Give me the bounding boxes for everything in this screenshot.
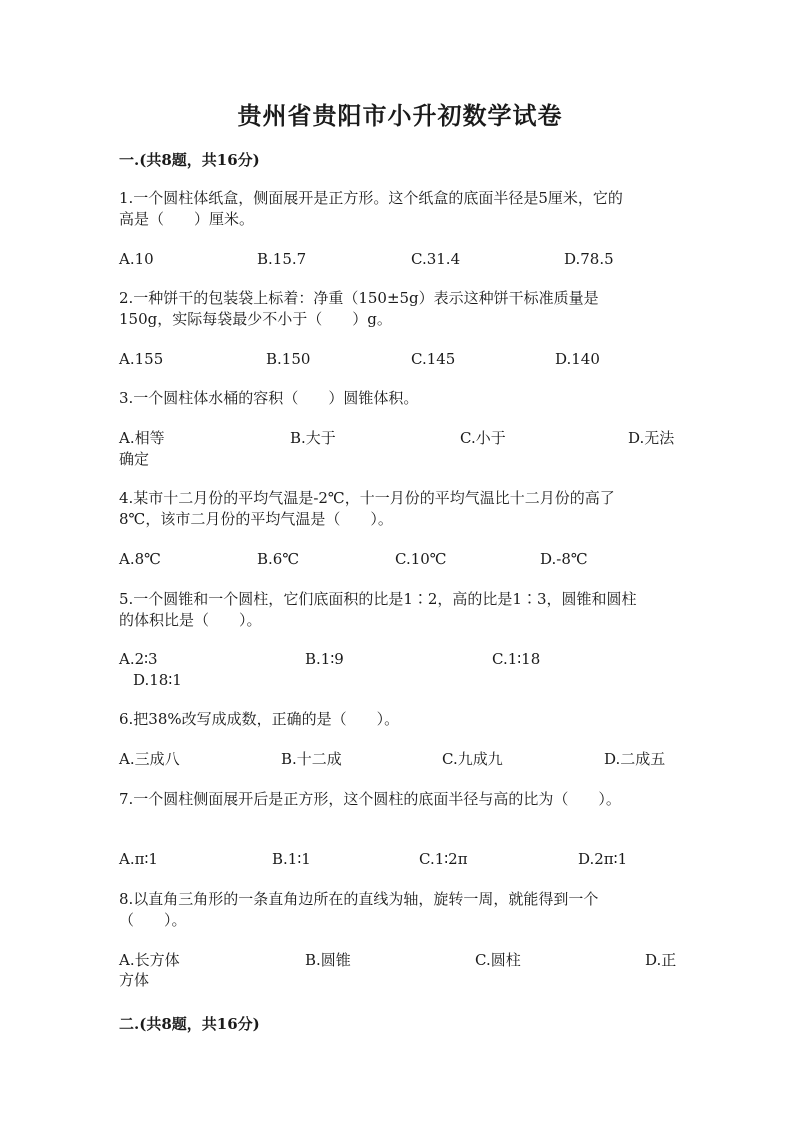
question-8-option-b: B.圆锥	[305, 951, 351, 969]
question-7-option-d: D.2π∶1	[578, 850, 628, 868]
question-4-option-c: C.10℃	[395, 550, 447, 568]
question-7-line-1: 7.一个圆柱侧面展开后是正方形，这个圆柱的底面半径与高的比为（ ）。	[119, 790, 621, 808]
question-1-line-2: 高是（ ）厘米。	[119, 210, 255, 228]
section-heading: 二.(共8题，共16分)	[119, 1015, 260, 1033]
question-3-option-d: D.无法	[628, 429, 675, 447]
question-5-option-d: D.18∶1	[133, 671, 182, 689]
question-3-option-b: B.大于	[290, 429, 336, 447]
question-1-option-d: D.78.5	[564, 250, 614, 268]
question-4-option-b: B.6℃	[257, 550, 300, 568]
question-5-line-1: 5.一个圆锥和一个圆柱，它们底面积的比是1∶2，高的比是1∶3，圆锥和圆柱	[119, 590, 637, 608]
question-2-line-2: 150g，实际每袋最少不小于（ ）g。	[119, 310, 392, 328]
question-6-option-b: B.十二成	[281, 750, 342, 768]
page-title: 贵州省贵阳市小升初数学试卷	[237, 101, 563, 130]
question-2-option-c: C.145	[411, 350, 456, 368]
question-6-option-d: D.二成五	[604, 750, 666, 768]
question-2-option-a: A.155	[119, 350, 164, 368]
question-3-option-c: C.小于	[460, 429, 506, 447]
question-7-option-c: C.1∶2π	[419, 850, 468, 868]
question-5-option-c: C.1∶18	[492, 650, 541, 668]
section-heading: 一.(共8题，共16分)	[119, 151, 260, 169]
question-5-option-b: B.1∶9	[305, 650, 344, 668]
question-5-option-a: A.2∶3	[119, 650, 158, 668]
question-8-line-1: 8.以直角三角形的一条直角边所在的直线为轴，旋转一周，就能得到一个	[119, 890, 599, 908]
question-5-line-2: 的体积比是（ ）。	[119, 611, 262, 629]
question-4-option-a: A.8℃	[119, 550, 161, 568]
question-1-option-c: C.31.4	[411, 250, 461, 268]
question-6-line-1: 6.把38%改写成成数，正确的是（ ）。	[119, 710, 400, 728]
question-4-line-2: 8℃，该市二月份的平均气温是（ ）。	[119, 510, 393, 528]
question-6-option-c: C.九成九	[442, 750, 503, 768]
question-8-option-d-wrap: 方体	[119, 971, 150, 989]
question-7-option-b: B.1∶1	[272, 850, 311, 868]
question-4-line-1: 4.某市十二月份的平均气温是-2℃，十一月份的平均气温比十二月份的高了	[119, 489, 615, 507]
question-2-option-d: D.140	[555, 350, 600, 368]
question-8-option-a: A.长方体	[119, 951, 180, 969]
question-2-line-1: 2.一种饼干的包装袋上标着：净重（150±5g）表示这种饼干标准质量是	[119, 289, 599, 307]
question-3-option-a: A.相等	[119, 429, 165, 447]
question-4-option-d: D.-8℃	[540, 550, 588, 568]
question-8-option-c: C.圆柱	[475, 951, 521, 969]
question-8-line-2: （ ）。	[119, 911, 187, 929]
question-1-option-a: A.10	[119, 250, 154, 268]
question-6-option-a: A.三成八	[119, 750, 180, 768]
question-2-option-b: B.150	[266, 350, 311, 368]
question-3-line-1: 3.一个圆柱体水桶的容积（ ）圆锥体积。	[119, 389, 419, 407]
question-8-option-d: D.正	[645, 951, 677, 969]
question-1-line-1: 1.一个圆柱体纸盒，侧面展开是正方形。这个纸盒的底面半径是5厘米，它的	[119, 189, 623, 207]
question-7-option-a: A.π∶1	[119, 850, 158, 868]
question-1-option-b: B.15.7	[257, 250, 307, 268]
question-3-option-d-wrap: 确定	[119, 450, 150, 468]
